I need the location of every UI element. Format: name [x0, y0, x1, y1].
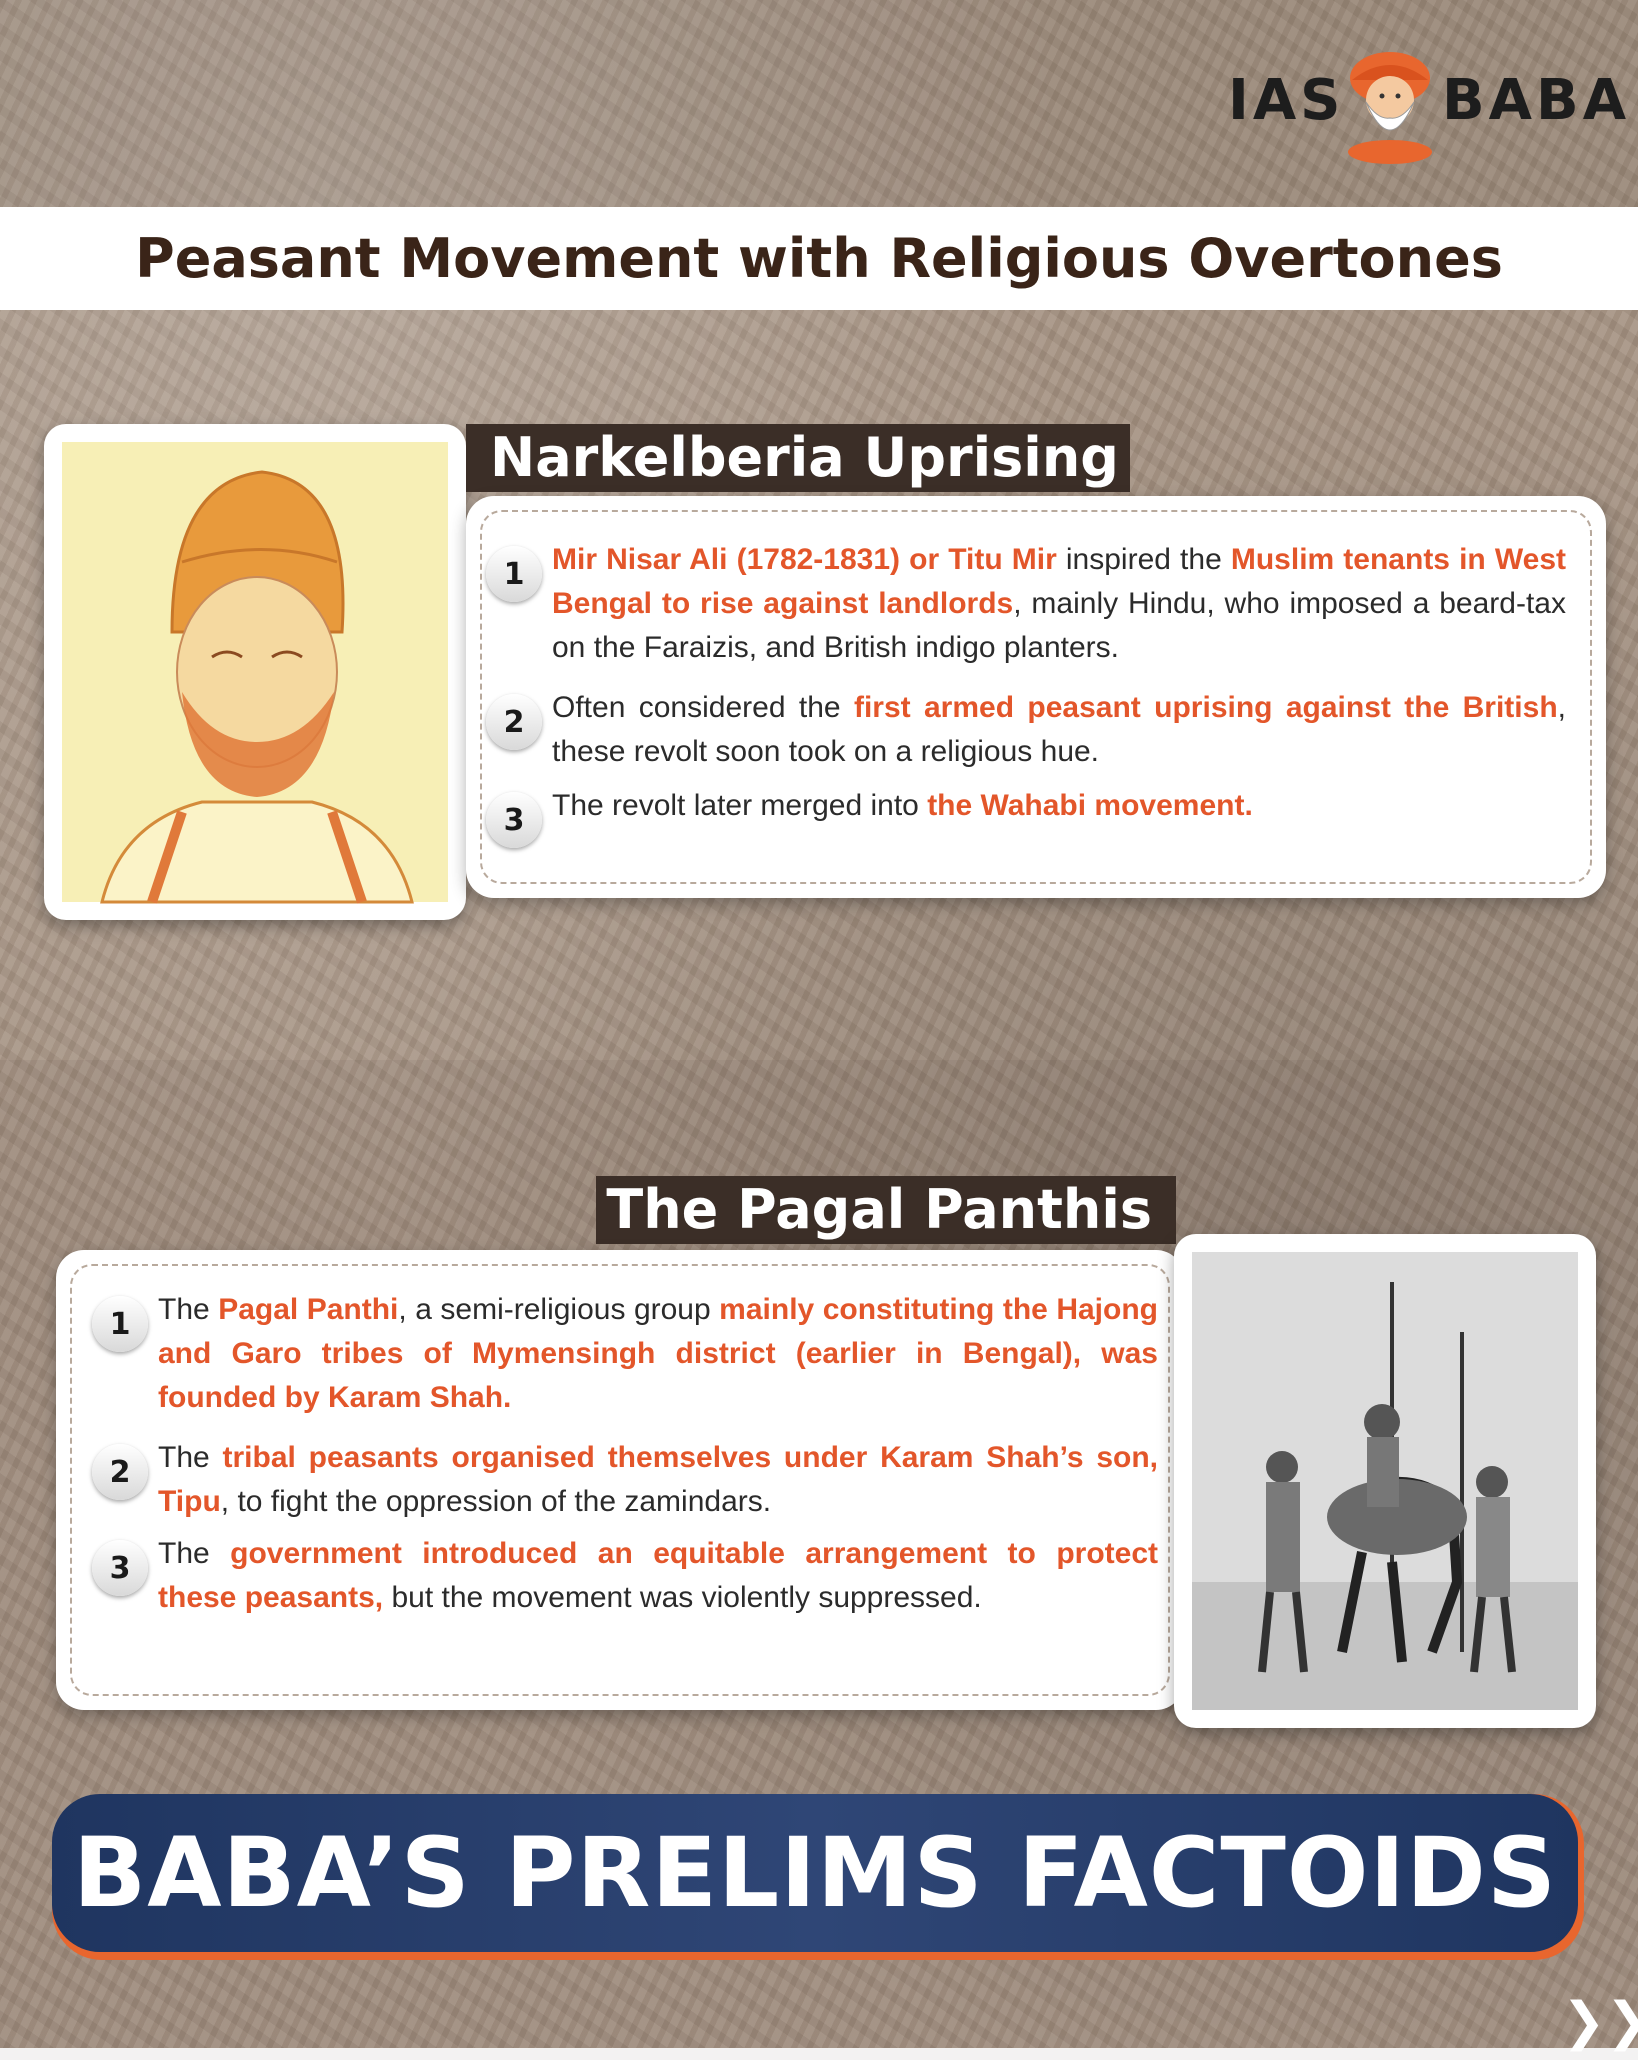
narkelberia-item-3 [552, 784, 1566, 828]
item-number: 3 [92, 1540, 148, 1596]
narkelberia-item-2 [552, 686, 1566, 774]
page-title: Peasant Movement with Religious Overtones [135, 227, 1503, 290]
banner-text: BABA’S PRELIMS FACTOIDS [73, 1817, 1557, 1929]
highlight-text: Pagal Panthi [218, 1293, 399, 1326]
highlight-text: Mir Nisar Ali (1782-1831) or Titu Mir [552, 543, 1057, 576]
highlight-text: mainly constituting the Hajong and Garo tribes of Mymensingh district (earlier in Bengal), was founded by Karam Shah. [158, 1293, 1158, 1414]
brand-right-text: BABA [1442, 68, 1631, 133]
highlight-text: the Wahabi movement. [927, 789, 1253, 822]
narkelberia-heading: Narkelberia Uprising [466, 424, 1130, 492]
banner-frame [52, 1794, 1584, 1960]
horseman-illustration-card [1174, 1234, 1596, 1728]
double-chevron-right-icon[interactable]: ❯❯ [1562, 1992, 1649, 2052]
body-text: The [158, 1293, 219, 1326]
highlight-text: government introduced an equitable arrangement to protect these peasants, [158, 1537, 1158, 1614]
body-text: but the movement was violently suppressed. [383, 1581, 982, 1614]
highlight-text: Muslim tenants in West Bengal to rise against landlords [552, 543, 1566, 620]
titu-mir-portrait [62, 442, 448, 902]
item-number: 3 [486, 792, 542, 848]
body-text: Often considered the [552, 691, 854, 724]
highlight-text: tribal peasants organised themselves under Karam Shah’s son, Tipu [158, 1441, 1158, 1518]
pagal-heading: The Pagal Panthis [596, 1176, 1176, 1244]
portrait-sketch-icon [62, 442, 448, 902]
body-text: inspired the [1056, 543, 1231, 576]
pagal-item-3 [158, 1532, 1158, 1620]
pagal-item-1 [158, 1288, 1158, 1420]
narkelberia-card [466, 496, 1606, 898]
body-text: The revolt later merged into [552, 789, 928, 822]
narkelberia-item-1 [552, 538, 1566, 670]
pagal-item-2 [158, 1436, 1158, 1524]
brand-logo [1220, 40, 1631, 170]
titu-mir-portrait-card [44, 424, 466, 920]
title-band [0, 207, 1638, 310]
body-text: , a semi-religious group [398, 1293, 720, 1326]
item-number: 2 [486, 694, 542, 750]
body-text: , mainly Hindu, who imposed a beard-tax on the Faraizis, and British indigo planters. [552, 587, 1566, 664]
item-number: 1 [486, 546, 542, 602]
horseman-sketch-icon [1192, 1252, 1578, 1710]
body-text: The [158, 1441, 223, 1474]
item-number: 2 [92, 1444, 148, 1500]
guru-mascot-icon [1330, 40, 1450, 170]
horseman-sketch-illustration [1192, 1252, 1578, 1710]
body-text: , these revolt soon took on a religious hue. [552, 691, 1566, 768]
item-number: 1 [92, 1296, 148, 1352]
brand-left-text: IAS [1228, 68, 1345, 133]
highlight-text: first armed peasant uprising against the British [853, 691, 1558, 724]
pagal-card [56, 1250, 1184, 1710]
body-text: , to fight the oppression of the zamindars. [220, 1485, 772, 1518]
body-text: The [158, 1537, 231, 1570]
banner [52, 1794, 1578, 1952]
